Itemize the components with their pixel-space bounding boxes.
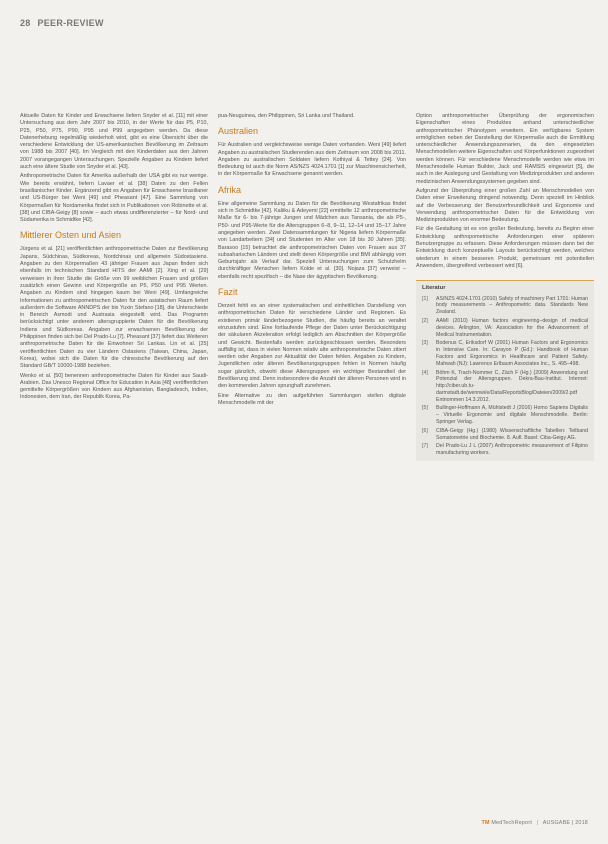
section-heading-middle-east-asia: Mittlerer Osten und Asien bbox=[20, 230, 122, 241]
paragraph: pua-Neuguinea, den Philippinen, Sri Lanka und Thailand. bbox=[218, 113, 355, 119]
paragraph: Eine allgemeine Sammlung zu Daten für die Bevölkerung Westafrikas findet sich in Schmidtke [42]. Kaliiku & Adeyemi [22] ermittelte 12 anthropometrische Maße für 6- bis 7-jährige Jungen und Mädchen aus Tansania, die als P5-, P50- und P95-Werte für die Altersgruppen 6–8, 9–11, 12–14 und 15–17 Jahre angegeben werden. Zwei Datensammlungen für Nigeria liefern Körpermaße von Landarbeitern [34] und Studenten im Alter von 18 bis 30 Jahren [35]. Barasoo [15] betrachtet die anthropometrischen Daten von Frauen aus 37 subsaharischen Ländern und stellt deren Körpergröße und BMI abhängig vom Geburtsjahr als Verlauf dar. Speziell Untersuchungen zum Schutzhelm durchkräftiger Menschen liefern Kolde et al. [30]. Nojaza [37] verweist – ebenfalls recht spezifisch – die Nase der ägyptischen Bevölkerung. bbox=[218, 200, 406, 280]
reference-number: [4] bbox=[422, 369, 428, 376]
column-2 bbox=[218, 113, 406, 409]
section-heading-conclusion: Fazit bbox=[218, 287, 238, 298]
paragraph: Für Australien und vergleichsweise wenige Daten vorhanden. Weni [49] liefert Angaben zu australischen Studierenden aus dem Zeitraum von 2008 bis 2011. Angaben zu australischen Soldaten liefern Kothiyal & Tettey [24]. Von Bedeutung ist auch die Norm AS/NZS 4024.1701 [1] zur Maschinensicherheit, in der Körpermaße für Erwachsene genannt werden. bbox=[218, 142, 406, 178]
reference-text: CIBA-Geigy (Hg.) (1980) Wissenschaftliche Tabellen: Teilband Somatometrie und Biochemie. 8. Aufl. Basel: Ciba-Geigy AG. bbox=[436, 427, 588, 441]
paragraph: Derzeit fehlt es an einer systematischen und einheitlichen Darstellung von anthropometrischen Daten für verschiedene Länder und Regionen. Es existieren primär länderbezogene Studien, die häufig bereits an veraltet einzustufen sind. Eine fortlaufende Pflege der Daten unter Berücksichtigung der säkularen Akzeleration erfolgt lediglich am Abschnitten der Körpergröße und Gewicht. Bestenfalls werden zurückgeschlossen werden. Besonders auffällig ist, dass in vielen Normen relativ alte anthropometrische Daten zitiert werden oder Angaben zur Aktualität der Daten fehlen. Angaben zu Kindern, Jugendlichen oder älteren Bevölkerungsgruppen fehlen in Normen häufig sogar gänzlich, obwohl diese Altersgruppen ein wichtiger Bestandteil der Bevölkerung sind. Denn insbesondere die Anzahl der älteren Personen wird in den kommenden Jahren sprunghaft zunehmen. bbox=[218, 303, 406, 390]
section-heading-africa: Afrika bbox=[218, 184, 242, 195]
reference-number: [3] bbox=[422, 340, 428, 347]
reference-item bbox=[422, 296, 588, 316]
paragraph: Aktuelle Daten für Kinder und Erwachsene liefern Snyder et al. [11] mit einer Untersuchung aus dem Jahr 2007 bis 2010, in der Werte für das P5, P10, P25, P50, P75, P90, P95 und P99 angegeben werden. Da diese Datenerhebung regelmäßig wiederholt wird, gibt es eine Übersicht über die verschiedene Entwicklung der US-amerikanischen Bevölkerung im Zeitraum von 1988 bis 2007 [40]. Im Vergleich mit den Kinderdaten aus den Jahren 2007 vorangegangen Untersuchungen. Spezielle Angaben zu Kindern liefert auch eine ältere Studie von Snyder et al. [43]. bbox=[20, 113, 208, 171]
section-title: PEER-REVIEW bbox=[37, 18, 104, 28]
reference-item bbox=[422, 428, 588, 442]
reference-item bbox=[422, 340, 588, 367]
column-3 bbox=[416, 113, 594, 461]
reference-number: [2] bbox=[422, 317, 428, 324]
paragraph: Anthropometrische Daten für Amerika außerhalb der USA gibt es nur wenige. Wie bereits erwähnt, liefern Lavaer et al. [38] Daten zu den Fellen brasilianischer Kinder. Ergänzend gibt es Angaben für Erwachsene brasilianer und US-Bürger bei Weni [49] und Pheasant [47]. Eine Sammlung von Körpermaßen für Nordamerika findet sich in Publikationen von Robinette et al. [38] und CIBA-Geigy [8] sowie – auch etwas undifferenzierter – für Nord- und Südamerika in Schmidtke [42]. bbox=[20, 173, 208, 224]
reference-item bbox=[422, 318, 588, 338]
reference-text: AS/NZS 4024.1701 (2010) Safety of machinery Part 1701: Human body measurements – Anthropometric data. Standards New Zealand. bbox=[436, 295, 588, 316]
reference-text: Bodenus C, Eriksdorf W (2001) Human Factors and Ergonomics in Intensive Care. In: Carayon P (Ed.): Handbook of Human Factors and Ergonomics in Healthcare and Patient Safety. Mahwah (NJ): Lawrence Erlbaum Associates Inc., S. 495–498. bbox=[436, 340, 588, 367]
journal-logo: TM bbox=[481, 820, 490, 826]
reference-item bbox=[422, 370, 588, 404]
reference-number: [5] bbox=[422, 405, 428, 412]
paragraph: Aufgrund der Überprüfung einer großen Zahl an Menschmodellen von Daten einer Erweiterung dringend notwendig. Denn speziell im Hinblick auf die Verbesserung der Benutzerfreundlichkeit und Ergonomie und Verwendung anthropometrischer Daten für die Entwicklung von Medizinprodukten von enormer Bedeutung. bbox=[416, 187, 594, 224]
paragraph: Option anthropometrischer Überprüfung der ergonomischen Eigenschaften eines Produktes anhand unterschiedlicher anthropometrischer Phänotypen erweitern. Ein verfügbares System ermöglichen neben der Darstellung der Körpermaße auch die Ermittlung unterschiedlicher Anwendungsszenarien, da den eingesetzten Menschmodellen weitere Eigenschaften und Körperfunktionen zugeordnet werden können. Für verschiedene Menschmodelle werden wie etwa im Menschmodelle Human Builder, Jack und RAMSIS eingesetzt [5], die auch in der Auslegung und Gestaltung von Medizinprodukten und anderen medizinischen Anwendungssystemen gegeben sind. bbox=[416, 113, 594, 185]
literature-title: Literatur bbox=[422, 285, 446, 292]
page-footer bbox=[481, 820, 588, 826]
footer-separator: | bbox=[536, 820, 539, 826]
reference-number: [1] bbox=[422, 295, 428, 302]
reference-text: AAMI (2010) Human factors engineering–design of medical devices. Arlington, VA: Association for the Advancement of Medical Instrumentation. bbox=[436, 317, 588, 338]
page-number: 28 bbox=[20, 18, 31, 28]
page-header bbox=[20, 18, 104, 28]
reference-number: [7] bbox=[422, 443, 428, 450]
paragraph: Eine Alternative zu den aufgeführten Sammlungen stellen digitale Menschmodelle mit der bbox=[218, 392, 406, 406]
literature-box bbox=[416, 280, 594, 461]
column-1 bbox=[20, 113, 208, 404]
reference-item bbox=[422, 443, 588, 457]
reference-item bbox=[422, 405, 588, 425]
reference-text: Bullinger-Hoffmann A, Mühlstedt J (2016) Homo Sapiens Digitalis – Virtuelle Ergonomie und digitale Menschmodelle. Berlin: Springer Verlag. bbox=[436, 405, 588, 426]
paragraph: Für die Gestaltung ist es von großer Bedeutung, bereits zu Beginn einer Entwicklung anthropometrische Anforderungen einer späteren Benutzergruppe zu erfassen. Diese Anforderungen müssen dann bei der Entwicklung durch konzeptuelle Layouts berücksichtigt werden, welches wiederum in einem besseren Produkt, gemeinsam mit potentiellen Anwendern, übergreifend verbessert wird [6]. bbox=[416, 226, 594, 269]
reference-text: Böhm K, Trach-Nommer C, Zäch F (Hg.) (2009) Anwendung und Potenzial der Altersgruppen. Dekra-Bau-Institut. Internet: http://ciber.ub.tu-darmstadt.de/wennwi/e/Data/ReportsBlog/Dateien/2009/2.pdf Entnommen 14.3.2012. bbox=[436, 369, 588, 403]
issue-label: AUSGABE | 2018 bbox=[542, 820, 588, 826]
section-heading-australia: Australien bbox=[218, 126, 259, 137]
paragraph: Jürgens et al. [21] veröffentlichten anthropometrische Daten zur Bevölkerung Japans, Südchinas, Südkoreas, Nordchinas und allgemein Südostasiens. Angaben zu den Körpermaßen 43 jähriger Frauen aus Japan finden sich ebenfalls im technischen Standard HITS der AAMI [2]. Xing et al. [29] verweisen in ihrer Studie die Größe von 99 weiblichen Frauen und größen zusätzlich einen Gewinn und Körpergröße an P5, P50 und P95 Werten. Angaben zu Kindern sind hingegen kaum bei Weni [49]. Umfangreiche Informationen zu anthropometrischen Daten für den asiatischen Raum liefert außerdem die Software ANNDPS der bis Yuxin Stefano [18], die Unterschiede in Bereich Asmodi und Austrasia eingestellt wird. Das Programm berücksichtigt unter anderem altersgruppierte Daten für die Bevölkerung Indiens und Südkoreas. Angaben zur erwachsenen Bevölkerung der Philippinen finden sich bei Del Prado-Lu [7]. Pheasant [37] liefert das Weiteren anthropometrische Daten für die Einwohner Sri Lankas. Lin et al. [25] veröffentlichten Daten zu vier Ländern Ostasiens (Taiwan, China, Japan, Korea), wobei sich die Daten für die chinesische Bevölkerung auf den Standard GB/T 10000-1988 beziehen. bbox=[20, 246, 208, 370]
journal-name: MedTechReport bbox=[491, 820, 533, 826]
reference-number: [6] bbox=[422, 427, 428, 434]
reference-text: Del Prado-Lu J L (2007) Anthropometric measurement of Filipino manufacturing workers. bbox=[436, 443, 588, 457]
paragraph: Wenko et al. [50] benennen anthropometrische Daten für Kinder aus Saudi-Arabien. Das Unesco Regional Office for Education in Asia [48] veröffentlichen gemittelte Körpergrößen von Kindern aus Afghanistan, Bangladesch, Indien, Indonesien, dem Iran, der Republik Korea, Pa- bbox=[20, 372, 208, 401]
